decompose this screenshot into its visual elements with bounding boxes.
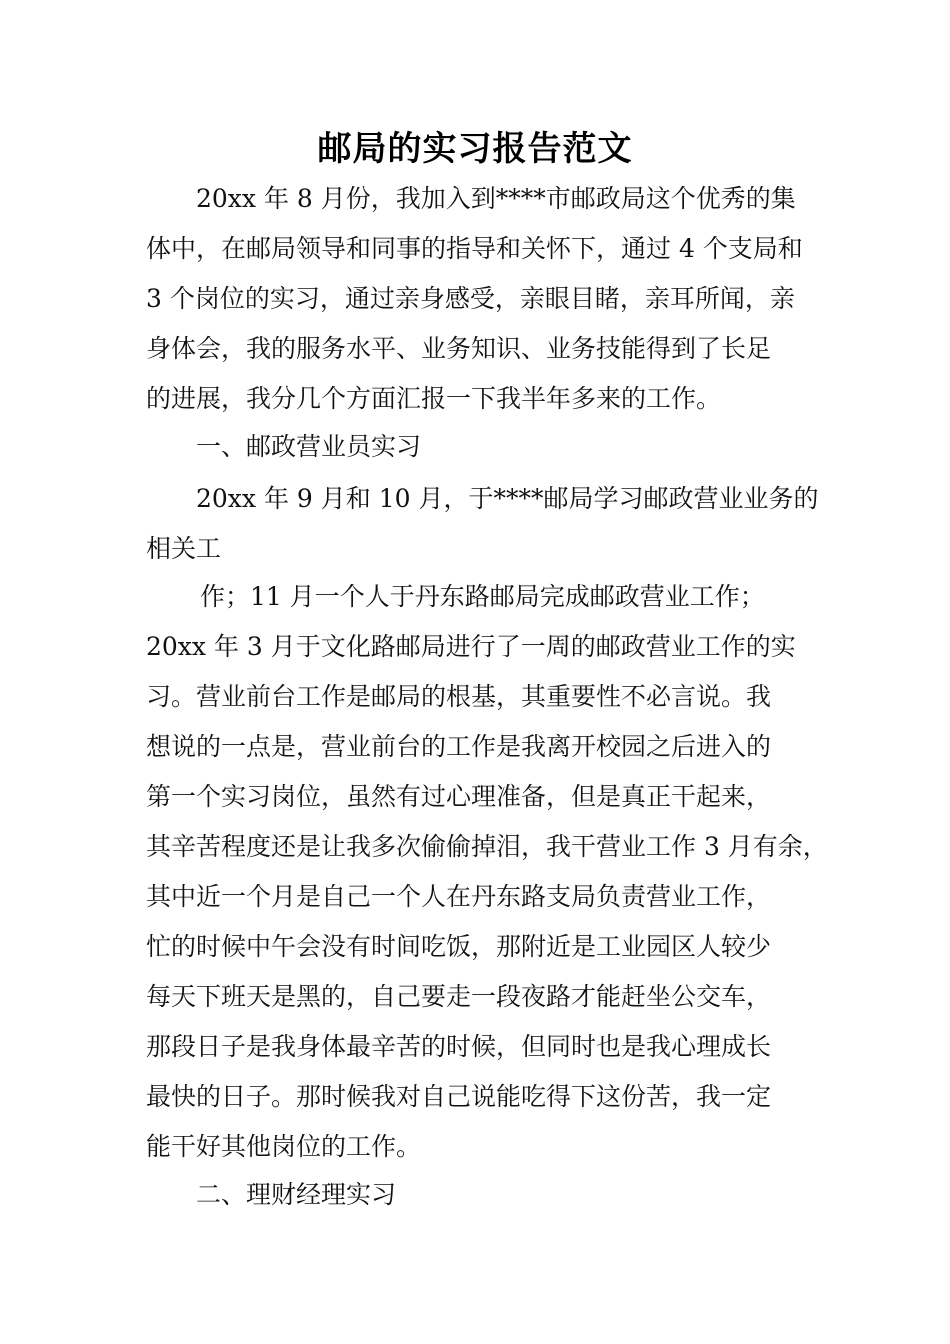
paragraph-section-1-body xyxy=(146,572,826,1172)
text-line: 其中近一个月是自己一个人在丹东路支局负责营业工作， xyxy=(146,882,772,911)
heading-text: 一、邮政营业员实习 xyxy=(196,432,422,461)
paragraph-intro xyxy=(146,174,826,424)
text-line: 那段日子是我身体最辛苦的时候，但同时也是我心理成长 xyxy=(146,1032,772,1061)
section-heading-2 xyxy=(146,1170,826,1220)
text-line: 作；11 月一个人于丹东路邮局完成邮政营业工作； xyxy=(200,582,765,611)
text-line: 20xx 年 8 月份，我加入到****市邮政局这个优秀的集 xyxy=(196,184,796,213)
text-line: 体中，在邮局领导和同事的指导和关怀下，通过 4 个支局和 xyxy=(146,234,803,263)
text-line: 每天下班天是黑的，自己要走一段夜路才能赶坐公交车， xyxy=(146,982,772,1011)
section-heading-1 xyxy=(146,422,826,472)
text-line: 其辛苦程度还是让我多次偷偷掉泪，我干营业工作 3 月有余， xyxy=(146,832,828,861)
text-line: 最快的日子。那时候我对自己说能吃得下这份苦，我一定 xyxy=(146,1082,772,1111)
text-line: 20xx 年 3 月于文化路邮局进行了一周的邮政营业工作的实 xyxy=(146,632,796,661)
text-line: 相关工 xyxy=(146,534,222,563)
text-line: 忙的时候中午会没有时间吃饭，那附近是工业园区人较少 xyxy=(146,932,772,961)
text-line: 想说的一点是，营业前台的工作是我离开校园之后进入的 xyxy=(146,732,772,761)
text-line: 的进展，我分几个方面汇报一下我半年多来的工作。 xyxy=(146,384,722,413)
text-line: 3 个岗位的实习，通过亲身感受，亲眼目睹，亲耳所闻，亲 xyxy=(146,284,795,313)
text-line: 习。营业前台工作是邮局的根基，其重要性不必言说。我 xyxy=(146,682,772,711)
text-line: 能干好其他岗位的工作。 xyxy=(146,1132,422,1161)
text-line: 第一个实习岗位，虽然有过心理准备，但是真正干起来， xyxy=(146,782,772,811)
heading-text: 二、理财经理实习 xyxy=(196,1180,397,1209)
text-line: 20xx 年 9 月和 10 月，于****邮局学习邮政营业业务的 xyxy=(196,484,819,513)
paragraph-section-1-start xyxy=(146,474,826,574)
text-line: 身体会，我的服务水平、业务知识、业务技能得到了长足 xyxy=(146,334,772,363)
document-title: 邮局的实习报告范文 xyxy=(317,129,633,169)
